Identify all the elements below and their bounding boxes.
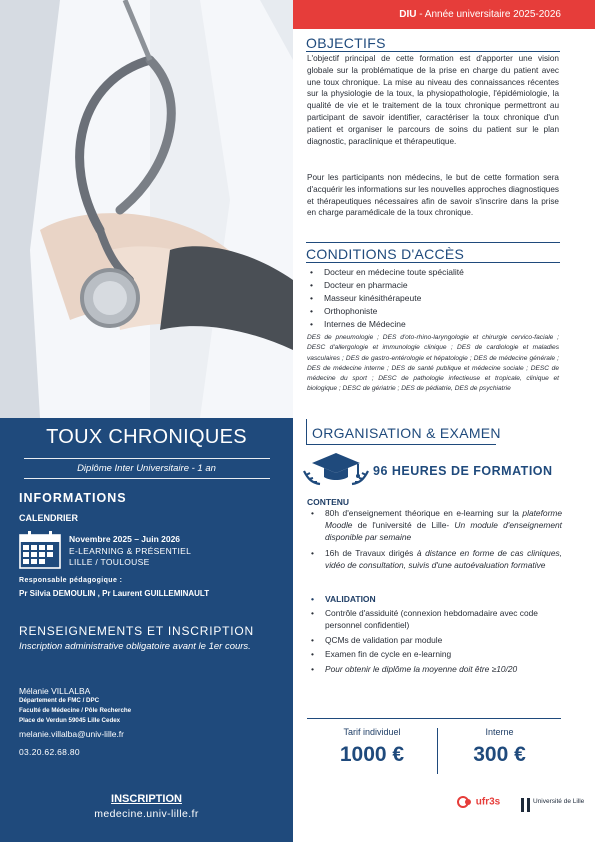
list-item: • Examen fin de cycle en e-learning [307, 649, 562, 661]
list-item: • Pour obtenir le diplôme la moyenne doit être ≥10/20 [307, 664, 562, 676]
doctor-stethoscope-illustration [0, 0, 293, 418]
hours-label: 96 HEURES DE FORMATION [373, 464, 553, 478]
conditions-list [307, 266, 562, 331]
ufr3s-logo: ufr3s [457, 796, 500, 808]
list-item: • Orthophoniste [307, 305, 562, 318]
renseignements-heading: RENSEIGNEMENTS ET INSCRIPTION [19, 624, 255, 638]
contact-department: Département de FMC / DPC [19, 697, 100, 704]
price-intern [438, 727, 561, 767]
divider [306, 51, 560, 52]
divider [24, 478, 270, 479]
calendar-dates: Novembre 2025 – Juin 2026 [69, 534, 181, 544]
conditions-heading: CONDITIONS D'ACCÈS [306, 246, 465, 262]
inscription-label: INSCRIPTION [111, 793, 182, 805]
contact-email[interactable]: melanie.villalba@univ-lille.fr [19, 729, 125, 739]
price-individual [307, 727, 437, 767]
objectifs-heading: OBJECTIFS [306, 35, 386, 51]
divider [24, 458, 270, 459]
renseignements-text: Inscription administrative obligatoire avant le 1er cours. [19, 641, 251, 652]
price-intern-value: 300 € [473, 743, 526, 766]
pricing-box [307, 718, 561, 778]
contenu-list [307, 508, 562, 577]
contenu-heading: CONTENU [307, 497, 350, 507]
calendar-sites: LILLE / TOULOUSE [69, 557, 150, 567]
list-item: • 80h d'enseignement théorique en e-learning sur la plateforme Moodle de l'université de Lille- Un module d'enseignement disponible par semaine [307, 508, 562, 543]
price-intern-label: Interne [485, 727, 514, 737]
contact-block [19, 686, 131, 757]
divider [306, 262, 560, 263]
contact-address: Place de Verdun 59045 Lille Cedex [19, 717, 121, 724]
calendrier-heading: CALENDRIER [19, 513, 79, 523]
course-subtitle: Diplôme Inter Universitaire - 1 an [77, 463, 216, 474]
universite-lille-logo: Université de Lille [521, 798, 584, 805]
objectifs-paragraph-2: Pour les participants non médecins, le but de cette formation sera d'acquérir les informations sur les nouvelles approches diagnostiques et thérapeutiques nécessaires afin de savoir s'inscrire dans la prise en charge paramédicale de la toux chronique. [307, 173, 559, 218]
course-title: TOUX CHRONIQUES [46, 426, 247, 448]
validation-list [307, 608, 562, 679]
validation-heading: • VALIDATION [307, 594, 376, 604]
calendar-details [69, 534, 191, 569]
contact-faculty: Faculté de Médecine / Pôle Recherche [19, 707, 132, 714]
list-item: • Docteur en pharmacie [307, 279, 562, 292]
list-item: • QCMs de validation par module [307, 635, 562, 647]
price-individual-value: 1000 € [339, 743, 405, 766]
list-item: • Contrôle d'assiduité (connexion hebdomadaire avec code personnel confidentiel) [307, 608, 562, 632]
objectifs-paragraph-1: L'objectif principal de cette formation est d'apporter une vision globale sur la problématique de la prise en charge du patient avec une toux chronique. La mise au niveau des connaissances récentes sur la physiologie de la toux, la physiopathologie, l'épidémiologie, la qualité de vie et le traitement de la toux chronique permettront au participant de savoir identifier, caractériser la toux chronique d'un patient et organiser le parcours de soins du patient sur le plan diagnostic, paraclinique et thérapeutique. [307, 54, 559, 146]
contact-name: Mélanie VILLALBA [19, 686, 91, 696]
universite-lille-logo-mark [521, 798, 530, 812]
contact-phone: 03.20.62.68.80 [19, 747, 80, 757]
academic-year: - Année universitaire 2025-2026 [416, 9, 561, 20]
calendar-mode: E-LEARNING & PRÉSENTIEL [69, 545, 192, 556]
inscription-link[interactable]: medecine.univ-lille.fr [94, 808, 199, 820]
list-item: • 16h de Travaux dirigés à distance en forme de cas cliniques, vidéo de consultation, suivis d'une autoévaluation formative [307, 548, 562, 572]
des-list: DES de pneumologie ; DES d'oto-rhino-laryngologie et chirurgie cervico-faciale ; DESC d'allergologie et immunologie clinique ; DES de cardiologie et maladies vasculaires ; DES de gastro-entérologie et hépatologie ; DES de médecine générale ; DES de médecine interne ; DES de santé publique et médecine sociale ; DESC de médecine du sport ; DESC de pathologie infectieuse et tropicale, clinique et biologique ; DESC de gériatrie ; DES de pédiatrie, DES de psychiatrie [307, 334, 559, 393]
list-item: • Masseur kinésithérapeute [307, 292, 562, 305]
informations-heading: INFORMATIONS [19, 491, 127, 505]
organisation-heading: ORGANISATION & EXAMEN [312, 425, 501, 441]
calendar-icon [19, 531, 61, 569]
header-bar [293, 0, 595, 29]
responsable-label: Responsable pédagogique : [19, 577, 123, 584]
price-individual-label: Tarif individuel [343, 727, 401, 737]
ufr3s-logo-icon [457, 796, 473, 808]
hero-photo [0, 0, 293, 418]
info-panel [0, 418, 293, 842]
graduation-cap-icon [302, 451, 370, 491]
program-label: DIU [399, 9, 417, 20]
responsable-names: Pr Silvia DEMOULIN , Pr Laurent GUILLEMINAULT [19, 589, 210, 598]
list-item: • Docteur en médecine toute spécialité [307, 266, 562, 279]
list-item: • Internes de Médecine [307, 318, 562, 331]
divider [306, 242, 560, 243]
